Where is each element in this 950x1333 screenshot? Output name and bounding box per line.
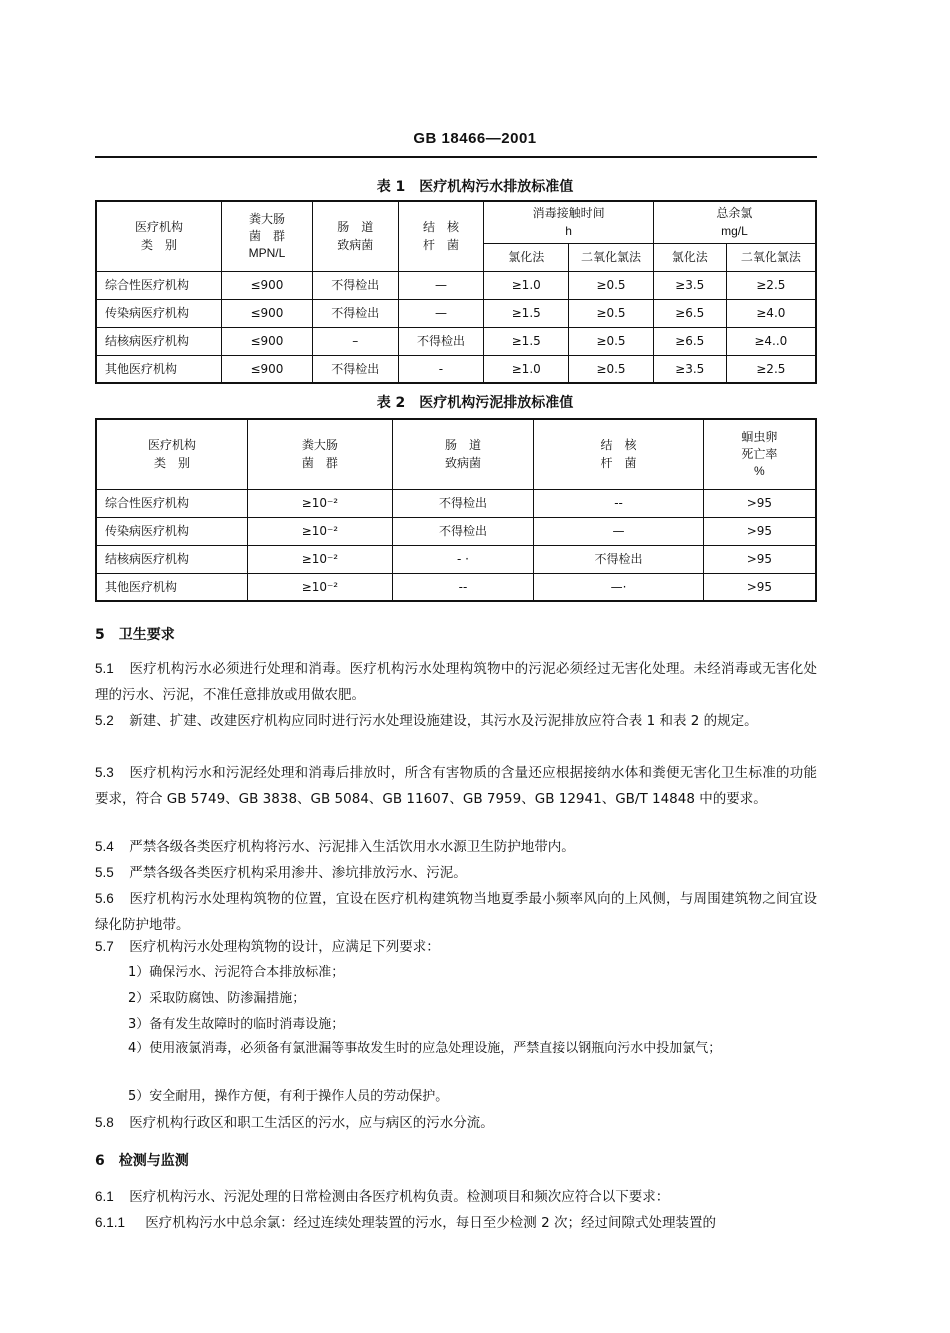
table1-subheader: 氯化法 xyxy=(653,243,726,271)
clause-text: 医疗机构污水和污泥经处理和消毒后排放时，所含有害物质的含量还应根据接纳水体和粪便无害化卫生标准的功能要求，符合 GB 5749、GB 3838、GB 5084、GB 11607、GB 7959、GB 12941、GB/T 14848 中的要求。 xyxy=(95,765,817,807)
clause-6-1-1 xyxy=(95,1210,817,1236)
table1-header-coliform: 粪大肠 菌 群 MPN/L xyxy=(222,201,313,271)
requirement-item: 4）使用液氯消毒，必须备有氯泄漏等事故发生时的应急处理设施，严禁直接以钢瓶向污水中投加氯气； xyxy=(128,1041,722,1056)
clause-text: 新建、扩建、改建医疗机构应同时进行污水处理设施建设，其污水及污泥排放应符合表 1 和表 2 的规定。 xyxy=(129,713,758,729)
table-cell: 结核病医疗机构 xyxy=(96,327,222,355)
table1 xyxy=(95,200,817,384)
clause-text: 严禁各级各类医疗机构将污水、污泥排入生活饮用水水源卫生防护地带内。 xyxy=(129,839,575,855)
table-row xyxy=(96,545,816,573)
table-cell: — xyxy=(534,517,704,545)
table2-header-category: 医疗机构 类 别 xyxy=(96,419,248,489)
standard-number: GB 18466—2001 xyxy=(413,130,537,147)
clause-5-1 xyxy=(95,656,817,708)
table2 xyxy=(95,418,817,602)
requirement-item: 5）安全耐用，操作方便，有利于操作人员的劳动保护。 xyxy=(128,1089,449,1104)
table-cell: ≥1.5 xyxy=(484,299,569,327)
table-cell: >95 xyxy=(703,545,816,573)
table1-header-residual-chlorine: 总余氯 mg/L xyxy=(653,201,816,243)
table-cell: — xyxy=(398,271,484,299)
table-row xyxy=(96,573,816,601)
clause-number: 5.7 xyxy=(95,939,114,954)
clause-text: 医疗机构污水必须进行处理和消毒。医疗机构污水处理构筑物中的污泥必须经过无害化处理。未经消毒或无害化处理的污水、污泥，不准任意排放或用做农肥。 xyxy=(95,661,817,703)
table-cell: ≥0.5 xyxy=(569,299,654,327)
table1-header-pathogen: 肠 道 致病菌 xyxy=(312,201,398,271)
table1-subheader: 二氧化氯法 xyxy=(726,243,816,271)
table-cell: ≥10⁻² xyxy=(248,573,393,601)
table-cell: -- xyxy=(392,573,534,601)
table-cell: >95 xyxy=(703,517,816,545)
table-cell: ≥4..0 xyxy=(726,327,816,355)
table-cell: ≥1.5 xyxy=(484,327,569,355)
table-cell: 综合性医疗机构 xyxy=(96,489,248,517)
table-cell: ≥0.5 xyxy=(569,327,654,355)
table-cell: ≥1.0 xyxy=(484,355,569,383)
table-cell: 结核病医疗机构 xyxy=(96,545,248,573)
table-cell: - xyxy=(398,355,484,383)
requirement-item: 2）采取防腐蚀、防渗漏措施； xyxy=(128,991,306,1006)
table1-header-tb: 结 核 杆 菌 xyxy=(398,201,484,271)
requirement-item: 3）备有发生故障时的临时消毒设施； xyxy=(128,1017,345,1032)
table-cell: 不得检出 xyxy=(312,355,398,383)
clause-5-6 xyxy=(95,886,817,938)
table2-header-egg-mortality: 蛔虫卵 死亡率 % xyxy=(703,419,816,489)
table1-header-category: 医疗机构 类 别 xyxy=(96,201,222,271)
table-cell: — xyxy=(398,299,484,327)
table-cell: ≤900 xyxy=(222,355,313,383)
table-cell: ≥6.5 xyxy=(653,327,726,355)
clause-number: 6.1.1 xyxy=(95,1215,126,1230)
table-cell: ≥4.0 xyxy=(726,299,816,327)
table-cell: ≥2.5 xyxy=(726,271,816,299)
clause-6-1 xyxy=(95,1184,817,1210)
table-cell: 不得检出 xyxy=(312,271,398,299)
table-cell: 其他医疗机构 xyxy=(96,355,222,383)
section5-heading: 5 卫生要求 xyxy=(95,627,175,643)
table-row xyxy=(96,517,816,545)
table-cell: ≥3.5 xyxy=(653,355,726,383)
table2-title: 表 2 医疗机构污泥排放标准值 xyxy=(376,395,574,411)
clause-5-4 xyxy=(95,834,817,860)
clause-number: 6.1 xyxy=(95,1189,114,1204)
clause-number: 5.1 xyxy=(95,661,114,676)
table-cell: >95 xyxy=(703,573,816,601)
table1-subheader: 二氧化氯法 xyxy=(569,243,654,271)
clause-5-8 xyxy=(95,1110,817,1136)
table-cell: ≥6.5 xyxy=(653,299,726,327)
table-cell: ≥3.5 xyxy=(653,271,726,299)
table1-header-contact-time: 消毒接触时间 h xyxy=(484,201,654,243)
table2-header-pathogen: 肠 道 致病菌 xyxy=(392,419,534,489)
table-row xyxy=(96,327,816,355)
table-cell: 不得检出 xyxy=(398,327,484,355)
table-cell: ≤900 xyxy=(222,299,313,327)
clause-number: 5.6 xyxy=(95,891,114,906)
table2-header-tb: 结 核 杆 菌 xyxy=(534,419,704,489)
table-cell: - · xyxy=(392,545,534,573)
table-cell: 传染病医疗机构 xyxy=(96,299,222,327)
table-row xyxy=(96,355,816,383)
clause-number: 5.2 xyxy=(95,713,114,728)
requirement-item: 1）确保污水、污泥符合本排放标准； xyxy=(128,965,345,980)
table-row xyxy=(96,271,816,299)
clause-text: 医疗机构污水中总余氯：经过连续处理装置的污水，每日至少检测 2 次；经过间隙式处理装置的 xyxy=(145,1215,716,1231)
clause-text: 医疗机构污水处理构筑物的设计，应满足下列要求： xyxy=(129,939,440,955)
table-cell: ≥2.5 xyxy=(726,355,816,383)
table-cell: ≥10⁻² xyxy=(248,517,393,545)
table-cell: ≥10⁻² xyxy=(248,545,393,573)
table1-subheader: 氯化法 xyxy=(484,243,569,271)
table-cell: —· xyxy=(534,573,704,601)
table-cell: 综合性医疗机构 xyxy=(96,271,222,299)
table-cell: 不得检出 xyxy=(534,545,704,573)
table-cell: 传染病医疗机构 xyxy=(96,517,248,545)
table-cell: 其他医疗机构 xyxy=(96,573,248,601)
table-cell: >95 xyxy=(703,489,816,517)
clause-number: 5.3 xyxy=(95,765,114,780)
clause-number: 5.8 xyxy=(95,1115,114,1130)
clause-text: 医疗机构污水处理构筑物的位置，宜设在医疗机构建筑物当地夏季最小频率风向的上风侧，与周围建筑物之间宜设绿化防护地带。 xyxy=(95,891,817,933)
clause-5-7 xyxy=(95,934,817,960)
clause-number: 5.5 xyxy=(95,865,114,880)
table-cell: 不得检出 xyxy=(312,299,398,327)
table-cell: ≥1.0 xyxy=(484,271,569,299)
header-rule xyxy=(95,156,817,158)
table-cell: ≥10⁻² xyxy=(248,489,393,517)
table-cell: – xyxy=(312,327,398,355)
table-cell: -- xyxy=(534,489,704,517)
table-cell: ≥0.5 xyxy=(569,355,654,383)
section6-heading: 6 检测与监测 xyxy=(95,1153,189,1169)
clause-text: 医疗机构污水、污泥处理的日常检测由各医疗机构负责。检测项目和频次应符合以下要求： xyxy=(129,1189,670,1205)
clause-5-5 xyxy=(95,860,817,886)
clause-5-3 xyxy=(95,760,817,812)
table-row xyxy=(96,299,816,327)
table-cell: 不得检出 xyxy=(392,489,534,517)
table1-title: 表 1 医疗机构污水排放标准值 xyxy=(376,179,574,195)
table-cell: ≤900 xyxy=(222,327,313,355)
table2-header-coliform: 粪大肠 菌 群 xyxy=(248,419,393,489)
table-cell: ≤900 xyxy=(222,271,313,299)
clause-text: 严禁各级各类医疗机构采用渗井、渗坑排放污水、污泥。 xyxy=(129,865,467,881)
clause-text: 医疗机构行政区和职工生活区的污水，应与病区的污水分流。 xyxy=(129,1115,494,1131)
clause-number: 5.4 xyxy=(95,839,114,854)
clause-5-2 xyxy=(95,708,817,734)
table-row xyxy=(96,489,816,517)
table-cell: ≥0.5 xyxy=(569,271,654,299)
table-cell: 不得检出 xyxy=(392,517,534,545)
